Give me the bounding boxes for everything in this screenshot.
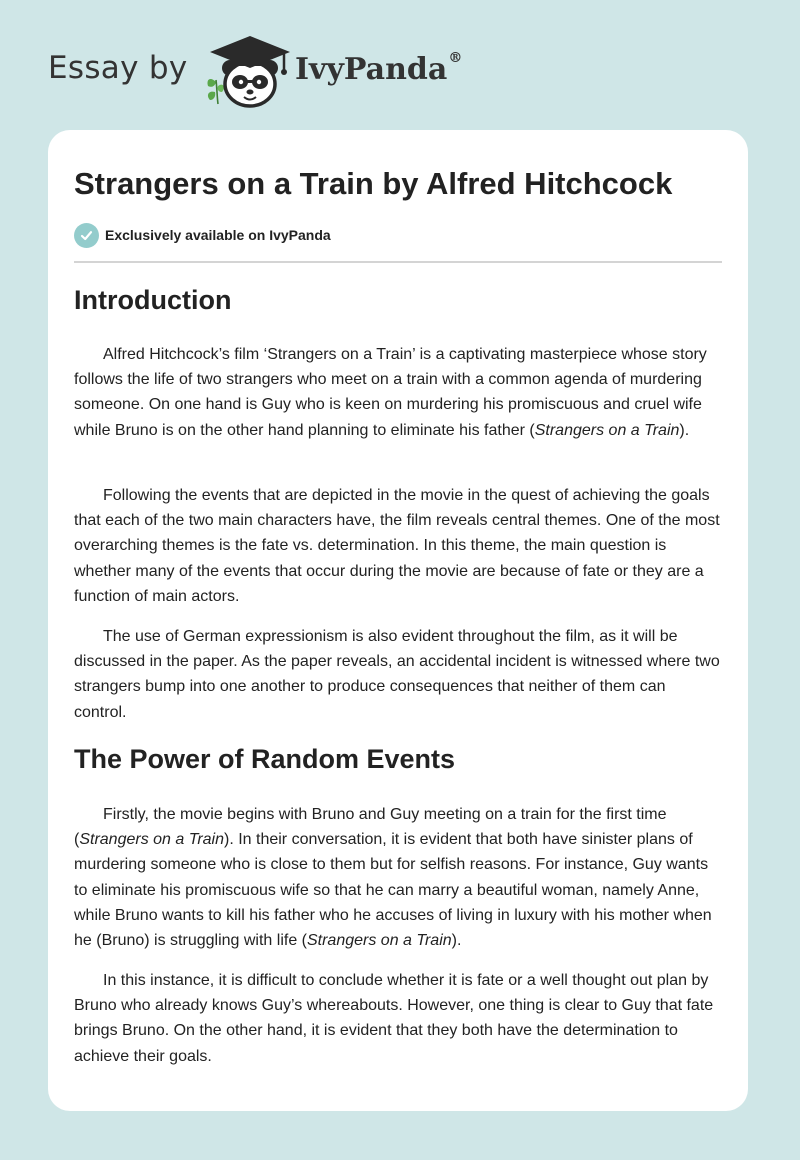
paragraph-text: Alfred Hitchcock’s film ‘Strangers on a Train’ is a captivating masterpiece whose story follows the life of two strangers who meet on a train with a common agenda of murdering someone. On one hand is Guy who is keen on murdering his promiscuous and cruel wife while Bruno is on the other hand planning to eliminate his father ( [74, 346, 707, 439]
paragraph: In this instance, it is difficult to conclude whether it is fate or a well thought out plan by Bruno who already knows Guy’s whereabouts. However, one thing is clear to Guy that fate brings Bruno. On the other hand, it is evident that they both have the determination to achieve their goals. [74, 972, 714, 1065]
paragraph-text: ). [451, 932, 462, 950]
brand-name[interactable] [295, 52, 462, 87]
page-title: Strangers on a Train by Alfred Hitchcock [74, 166, 673, 201]
panda-graduate-logo-icon[interactable] [200, 32, 295, 112]
paragraph: The use of German expressionism is also evident throughout the film, as it will be discussed in the paper. As the paper reveals, an accidental incident is witnessed where two strangers bump into one another to produce consequences that neither of them can control. [74, 628, 720, 721]
paragraph [74, 342, 722, 443]
title-divider [74, 261, 722, 263]
paragraph-text: Firstly, the movie begins with Bruno and Guy meeting on a train for the first time ( [74, 806, 667, 849]
brand-name-text: IvyPanda [295, 52, 448, 87]
paragraph-text: ). [679, 421, 690, 439]
section-heading-random-events: The Power of Random Events [74, 744, 456, 774]
brand-prefix: Essay by [48, 50, 188, 86]
registered-mark: ® [448, 50, 463, 66]
site-header [0, 0, 800, 130]
paragraph: Following the events that are depicted in the movie in the quest of achieving the goals that each of the two main characters have, the film reveals central themes. One of the most overarching themes is the fate vs. determination. In this theme, the main question is whether many of the events that occur during the movie are because of fate or they are a function of main actors. [74, 487, 720, 605]
citation: Strangers on a Train [79, 831, 224, 849]
section-heading-introduction: Introduction [74, 285, 232, 315]
paragraph-text: ). In their conversation, it is evident that both have sinister plans of murdering someone who is close to them but for selfish reasons. For instance, Guy wants to eliminate his promiscuous wife so that he can marry a beautiful woman, namely Anne, while Bruno wants to kill his father who he accuses of living in luxury with his mother when he (Bruno) is struggling with life ( [74, 831, 712, 950]
essay-card [48, 130, 748, 1111]
check-circle-icon [74, 223, 99, 248]
exclusive-badge [74, 222, 331, 248]
paragraph [74, 802, 722, 953]
citation: Strangers on a Train [534, 421, 680, 439]
citation: Strangers on a Train [306, 932, 452, 950]
badge-text: Exclusively available on IvyPanda [105, 227, 331, 243]
